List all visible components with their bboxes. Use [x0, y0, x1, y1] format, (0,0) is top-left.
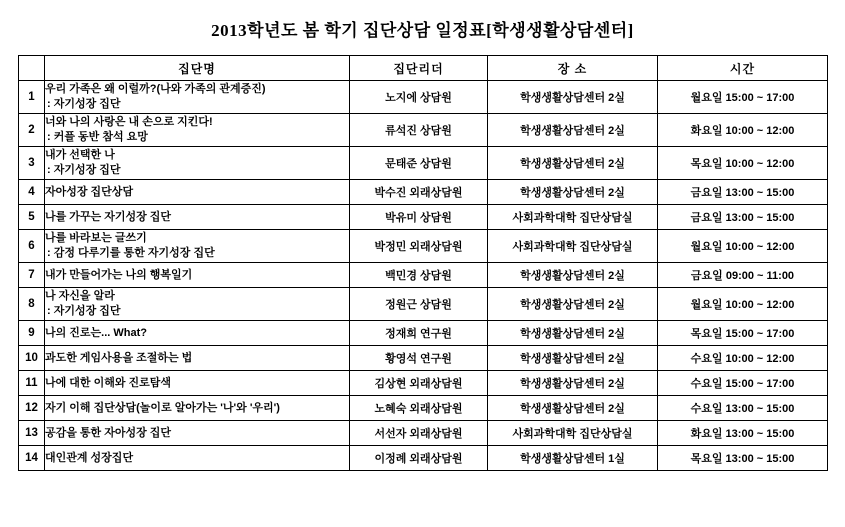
group-name-main: 자아성장 집단상담: [45, 185, 134, 198]
cell-time: 금요일 13:00 ~ 15:00: [658, 180, 828, 205]
cell-place: 학생생활상담센터 2실: [488, 346, 658, 371]
cell-time: 금요일 13:00 ~ 15:00: [658, 205, 828, 230]
cell-group-name: [45, 81, 350, 114]
table-row: [19, 114, 828, 147]
cell-no: 5: [19, 205, 45, 230]
table-row: [19, 81, 828, 114]
cell-no: 10: [19, 346, 45, 371]
cell-place: 학생생활상담센터 2실: [488, 321, 658, 346]
cell-group-name: [45, 114, 350, 147]
table-row: [19, 371, 828, 396]
schedule-table-container: [0, 55, 845, 471]
cell-no: 9: [19, 321, 45, 346]
cell-time: 목요일 13:00 ~ 15:00: [658, 446, 828, 471]
cell-leader: 박유미 상담원: [350, 205, 488, 230]
table-row: [19, 321, 828, 346]
cell-time: 월요일 10:00 ~ 12:00: [658, 230, 828, 263]
column-header-group-name: 집단명: [45, 56, 350, 81]
group-name-main: 대인관계 성장집단: [45, 451, 134, 464]
cell-leader: 문태준 상담원: [350, 147, 488, 180]
cell-place: 학생생활상담센터 2실: [488, 263, 658, 288]
table-row: [19, 205, 828, 230]
cell-time: 화요일 13:00 ~ 15:00: [658, 421, 828, 446]
table-row: [19, 147, 828, 180]
cell-no: 4: [19, 180, 45, 205]
cell-place: 사회과학대학 집단상담실: [488, 421, 658, 446]
group-name-sub: : 자기성장 집단: [47, 305, 121, 317]
cell-no: 1: [19, 81, 45, 114]
group-name-main: 나에 대한 이해와 진로탐색: [45, 376, 172, 389]
table-row: [19, 446, 828, 471]
table-row: [19, 230, 828, 263]
cell-place: 학생생활상담센터 1실: [488, 446, 658, 471]
cell-leader: 노혜숙 외래상담원: [350, 396, 488, 421]
cell-leader: 김상현 외래상담원: [350, 371, 488, 396]
cell-place: 사회과학대학 집단상담실: [488, 205, 658, 230]
group-name-main: 나의 진로는... What?: [45, 326, 148, 339]
table-header: [19, 56, 828, 81]
group-name-main: 너와 나의 사랑은 내 손으로 지킨다!: [45, 116, 213, 129]
cell-time: 수요일 15:00 ~ 17:00: [658, 371, 828, 396]
cell-leader: 백민경 상담원: [350, 263, 488, 288]
group-name-main: 나를 바라보는 글쓰기: [45, 232, 147, 245]
cell-group-name: [45, 288, 350, 321]
cell-group-name: [45, 396, 350, 421]
column-header-leader: 집단리더: [350, 56, 488, 81]
cell-no: 2: [19, 114, 45, 147]
group-name-main: 과도한 게임사용을 조절하는 법: [45, 351, 193, 364]
cell-place: 학생생활상담센터 2실: [488, 81, 658, 114]
cell-group-name: [45, 263, 350, 288]
table-row: [19, 180, 828, 205]
cell-group-name: [45, 147, 350, 180]
table-row: [19, 421, 828, 446]
table-row: [19, 263, 828, 288]
cell-place: 학생생활상담센터 2실: [488, 288, 658, 321]
cell-time: 수요일 10:00 ~ 12:00: [658, 346, 828, 371]
cell-time: 목요일 10:00 ~ 12:00: [658, 147, 828, 180]
cell-group-name: [45, 230, 350, 263]
cell-time: 수요일 13:00 ~ 15:00: [658, 396, 828, 421]
cell-leader: 정재희 연구원: [350, 321, 488, 346]
cell-no: 3: [19, 147, 45, 180]
column-header-no: [19, 56, 45, 81]
cell-leader: 류석진 상담원: [350, 114, 488, 147]
cell-no: 6: [19, 230, 45, 263]
column-header-place: 장 소: [488, 56, 658, 81]
group-name-main: 나 자신을 알라: [45, 290, 115, 303]
cell-group-name: [45, 446, 350, 471]
cell-time: 목요일 15:00 ~ 17:00: [658, 321, 828, 346]
group-name-main: 자기 이해 집단상담(놀이로 알아가는 '나'와 '우리'): [45, 401, 280, 414]
cell-place: 학생생활상담센터 2실: [488, 114, 658, 147]
cell-place: 학생생활상담센터 2실: [488, 147, 658, 180]
group-name-sub: : 자기성장 집단: [47, 164, 121, 176]
cell-place: 학생생활상담센터 2실: [488, 396, 658, 421]
table-body: [19, 81, 828, 471]
cell-leader: 박수진 외래상담원: [350, 180, 488, 205]
page-title: 2013학년도 봄 학기 집단상담 일정표[학생생활상담센터]: [211, 21, 634, 40]
cell-place: 사회과학대학 집단상담실: [488, 230, 658, 263]
group-counseling-schedule-table: [18, 55, 828, 471]
cell-leader: 이정례 외래상담원: [350, 446, 488, 471]
cell-leader: 노지에 상담원: [350, 81, 488, 114]
cell-time: 월요일 10:00 ~ 12:00: [658, 288, 828, 321]
cell-no: 13: [19, 421, 45, 446]
cell-leader: 황영석 연구원: [350, 346, 488, 371]
cell-time: 금요일 09:00 ~ 11:00: [658, 263, 828, 288]
table-row: [19, 288, 828, 321]
group-name-main: 내가 선택한 나: [45, 149, 115, 162]
cell-group-name: [45, 421, 350, 446]
cell-no: 7: [19, 263, 45, 288]
cell-group-name: [45, 321, 350, 346]
cell-place: 학생생활상담센터 2실: [488, 180, 658, 205]
cell-leader: 정원근 상담원: [350, 288, 488, 321]
cell-leader: 서선자 외래상담원: [350, 421, 488, 446]
group-name-main: 공감을 통한 자아성장 집단: [45, 426, 172, 439]
group-name-main: 우리 가족은 왜 이럴까?(나와 가족의 관계증진): [45, 83, 266, 96]
cell-no: 12: [19, 396, 45, 421]
group-name-sub: : 자기성장 집단: [47, 98, 121, 110]
group-name-sub: : 감정 다루기를 통한 자기성장 집단: [47, 247, 215, 259]
group-name-main: 내가 만들어가는 나의 행복일기: [45, 268, 193, 281]
table-header-row: [19, 56, 828, 81]
cell-no: 8: [19, 288, 45, 321]
cell-no: 11: [19, 371, 45, 396]
group-name-main: 나를 가꾸는 자기성장 집단: [45, 210, 172, 223]
table-row: [19, 396, 828, 421]
table-row: [19, 346, 828, 371]
cell-no: 14: [19, 446, 45, 471]
cell-group-name: [45, 346, 350, 371]
group-name-sub: : 커플 동반 참석 요망: [47, 131, 148, 143]
column-header-time: 시간: [658, 56, 828, 81]
cell-group-name: [45, 180, 350, 205]
cell-leader: 박정민 외래상담원: [350, 230, 488, 263]
cell-place: 학생생활상담센터 2실: [488, 371, 658, 396]
cell-time: 화요일 10:00 ~ 12:00: [658, 114, 828, 147]
cell-time: 월요일 15:00 ~ 17:00: [658, 81, 828, 114]
cell-group-name: [45, 205, 350, 230]
cell-group-name: [45, 371, 350, 396]
